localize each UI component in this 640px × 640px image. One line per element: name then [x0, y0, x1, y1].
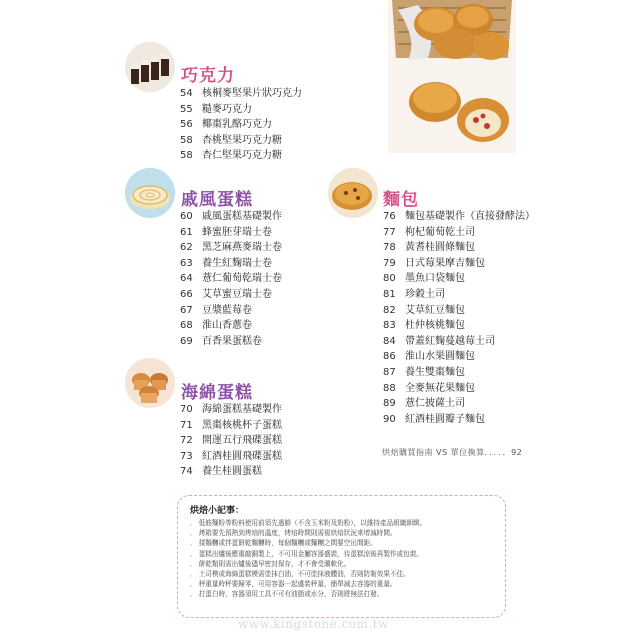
- item-name: 淮山水果圓麵包: [405, 351, 475, 363]
- sponge-cupcake-photo: [125, 358, 175, 408]
- tip-item: ． 烤箱要先預熱到烤焙的溫度，烤焙時間則需視烘焙狀況來增減時間。: [190, 529, 397, 538]
- tips-title: 烘焙小記事：: [190, 506, 245, 516]
- list-item: [383, 209, 535, 225]
- list-item: [180, 133, 302, 149]
- list-item: [180, 148, 302, 164]
- list-item: [180, 303, 282, 319]
- tip-item: ． 揉麵糰或拌蛋餅乾麵糰時，每個麵糰或麵糰之間要空出間距。: [190, 539, 377, 548]
- list-item: [383, 287, 535, 303]
- list-item: [383, 240, 535, 256]
- page-number: 62: [180, 242, 193, 254]
- item-name: 糙麥巧克力: [202, 103, 252, 115]
- list-item: [180, 433, 282, 449]
- tip-item: ． 打蛋白時，容器須用工具不可有油脂或水分，否則將無法打發。: [190, 590, 384, 599]
- tip-item: ． 蛋糕出爐後應重敲銅製上，不可用金屬容器盛裝，待蛋糕涼後再製作或包裝。: [190, 549, 423, 558]
- page-number: 60: [180, 211, 193, 222]
- item-name: 枸杞葡萄乾土司: [405, 226, 475, 238]
- page-number: 58: [180, 150, 193, 162]
- list-item: [180, 418, 282, 434]
- item-name: 海綿蛋糕基礎製作: [202, 404, 282, 415]
- item-name: 黃耆桂圓條麵包: [405, 242, 475, 254]
- page-number: 63: [180, 257, 193, 269]
- list-item: [180, 334, 282, 350]
- page-number: 79: [383, 257, 396, 269]
- list-item: [180, 225, 282, 241]
- page-number: 76: [383, 211, 396, 222]
- item-name: 薏仁葡萄乾瑞士卷: [202, 273, 282, 285]
- list-item: [180, 256, 282, 272]
- page-number: 64: [180, 273, 193, 285]
- item-name: 黑棗核桃杯子蛋糕: [202, 419, 282, 431]
- buying-guide-entry: 烘焙購買指南 VS 單位換算．．．．．92: [382, 448, 523, 457]
- list-item: [180, 402, 282, 418]
- list-item: [180, 240, 282, 256]
- chiffon-list: [180, 209, 282, 349]
- item-name: 養生桂圓蛋糕: [202, 466, 262, 478]
- bread-title: 麵包: [383, 190, 419, 210]
- item-name: 養生紅麴瑞士卷: [202, 257, 272, 269]
- list-item: [180, 449, 282, 465]
- sponge-title: 海綿蛋糕: [181, 383, 253, 403]
- list-item: [180, 287, 282, 303]
- page-number: 74: [180, 466, 193, 478]
- page-number: 77: [383, 226, 396, 238]
- item-name: 杏仁堅果巧克力糖: [202, 150, 282, 162]
- item-name: 紅酒桂圓飛碟蛋糕: [202, 450, 282, 462]
- page-number: 54: [180, 88, 193, 99]
- list-item: [383, 349, 535, 365]
- page-number: 87: [383, 366, 396, 378]
- page-number: 69: [180, 335, 193, 347]
- page-number: 68: [180, 320, 193, 332]
- page-number: 88: [383, 382, 396, 394]
- page-number: 72: [180, 435, 193, 447]
- chocolate-title: 巧克力: [181, 66, 235, 86]
- item-name: 杏桃堅果巧克力糖: [202, 134, 282, 146]
- baking-tips-box: [177, 495, 506, 618]
- list-item: [383, 334, 535, 350]
- tip-item: ． 低筋麵粉等粉料使用前須先過篩（不含玉米粉及奶粉），以維持產品組織細緻。: [190, 519, 427, 527]
- list-item: [383, 225, 535, 241]
- bread-basket-photo: [388, 0, 516, 153]
- page-number: 66: [180, 288, 193, 300]
- page-number: 61: [180, 226, 193, 238]
- item-name: 全麥無花果麵包: [405, 382, 475, 394]
- chiffon-title: 戚風蛋糕: [181, 190, 253, 210]
- page-number: 81: [383, 288, 396, 300]
- list-item: [180, 102, 302, 118]
- bread-photo: [328, 168, 378, 218]
- page-number: 70: [180, 404, 193, 415]
- item-name: 日式莓果摩吉麵包: [405, 257, 485, 269]
- list-item: [180, 318, 282, 334]
- page-number: 58: [180, 134, 193, 146]
- item-name: 豆漿藍莓卷: [202, 304, 252, 316]
- list-item: [383, 256, 535, 272]
- sponge-list: [180, 402, 282, 480]
- list-item: [383, 318, 535, 334]
- page-number: 78: [383, 242, 396, 254]
- item-name: 黑芝麻燕麥瑞士卷: [202, 242, 282, 254]
- page-number: 73: [180, 450, 193, 462]
- item-name: 艾草蜜豆瑞士卷: [202, 288, 272, 300]
- list-item: [383, 365, 535, 381]
- page-number: 71: [180, 419, 193, 431]
- item-name: 核桐麥堅果片狀巧克力: [202, 88, 302, 99]
- page-number: 67: [180, 304, 193, 316]
- item-name: 薏仁披薩土司: [405, 398, 465, 410]
- page-number: 83: [383, 320, 396, 332]
- page-number: 80: [383, 273, 396, 285]
- chiffon-roll-photo: [125, 168, 175, 218]
- list-item: [383, 412, 535, 428]
- item-name: 椰棗乳酪巧克力: [202, 119, 272, 131]
- item-name: 紅酒桂圓瓣子麵包: [405, 413, 485, 425]
- page-number: 84: [383, 335, 396, 347]
- item-name: 百香果蛋糕卷: [202, 335, 262, 347]
- item-name: 麵包基礎製作（直接發酵法）: [405, 211, 535, 222]
- item-name: 蜂蜜胚芽瑞士卷: [202, 226, 272, 238]
- list-item: [383, 271, 535, 287]
- tip-item: ． 秤重量時秤要歸零，可用容器一起盛裝秤量，簡單減去容器的重量。: [190, 580, 397, 589]
- chocolate-photo: [125, 42, 175, 92]
- item-name: 墨魚口袋麵包: [405, 273, 465, 285]
- item-name: 養生雙棗麵包: [405, 366, 465, 378]
- item-name: 帶蓋紅麴蔓越莓土司: [405, 335, 495, 347]
- page-number: 86: [383, 351, 396, 363]
- page-number: 90: [383, 413, 396, 425]
- item-name: 艾草紅豆麵包: [405, 304, 465, 316]
- item-name: 珍穀土司: [405, 288, 445, 300]
- tip-item: ． 土司模或海綿蛋糕模需塗抹白油，不可塗抹液體油，否則防黏效果不佳。: [190, 570, 410, 579]
- list-item: [180, 117, 302, 133]
- page-number: 89: [383, 398, 396, 410]
- list-item: [180, 209, 282, 225]
- item-name: 淮山香蔥卷: [202, 320, 252, 332]
- list-item: [383, 303, 535, 319]
- chocolate-list: [180, 86, 302, 164]
- list-item: [180, 271, 282, 287]
- tip-item: ． 餅乾類則需出爐後儘早密封保存，才不會受潮軟化。: [190, 559, 351, 568]
- page-number: 82: [383, 304, 396, 316]
- bread-list: [383, 209, 535, 427]
- list-item: [383, 396, 535, 412]
- item-name: 戚風蛋糕基礎製作: [202, 211, 282, 222]
- list-item: [180, 464, 282, 480]
- watermark: www.kingstone.com.tw: [238, 617, 389, 631]
- page-number: 55: [180, 103, 193, 115]
- item-name: 杜仲核桃麵包: [405, 320, 465, 332]
- page-number: 56: [180, 119, 193, 131]
- item-name: 開運五行飛碟蛋糕: [202, 435, 282, 447]
- list-item: [180, 86, 302, 102]
- list-item: [383, 381, 535, 397]
